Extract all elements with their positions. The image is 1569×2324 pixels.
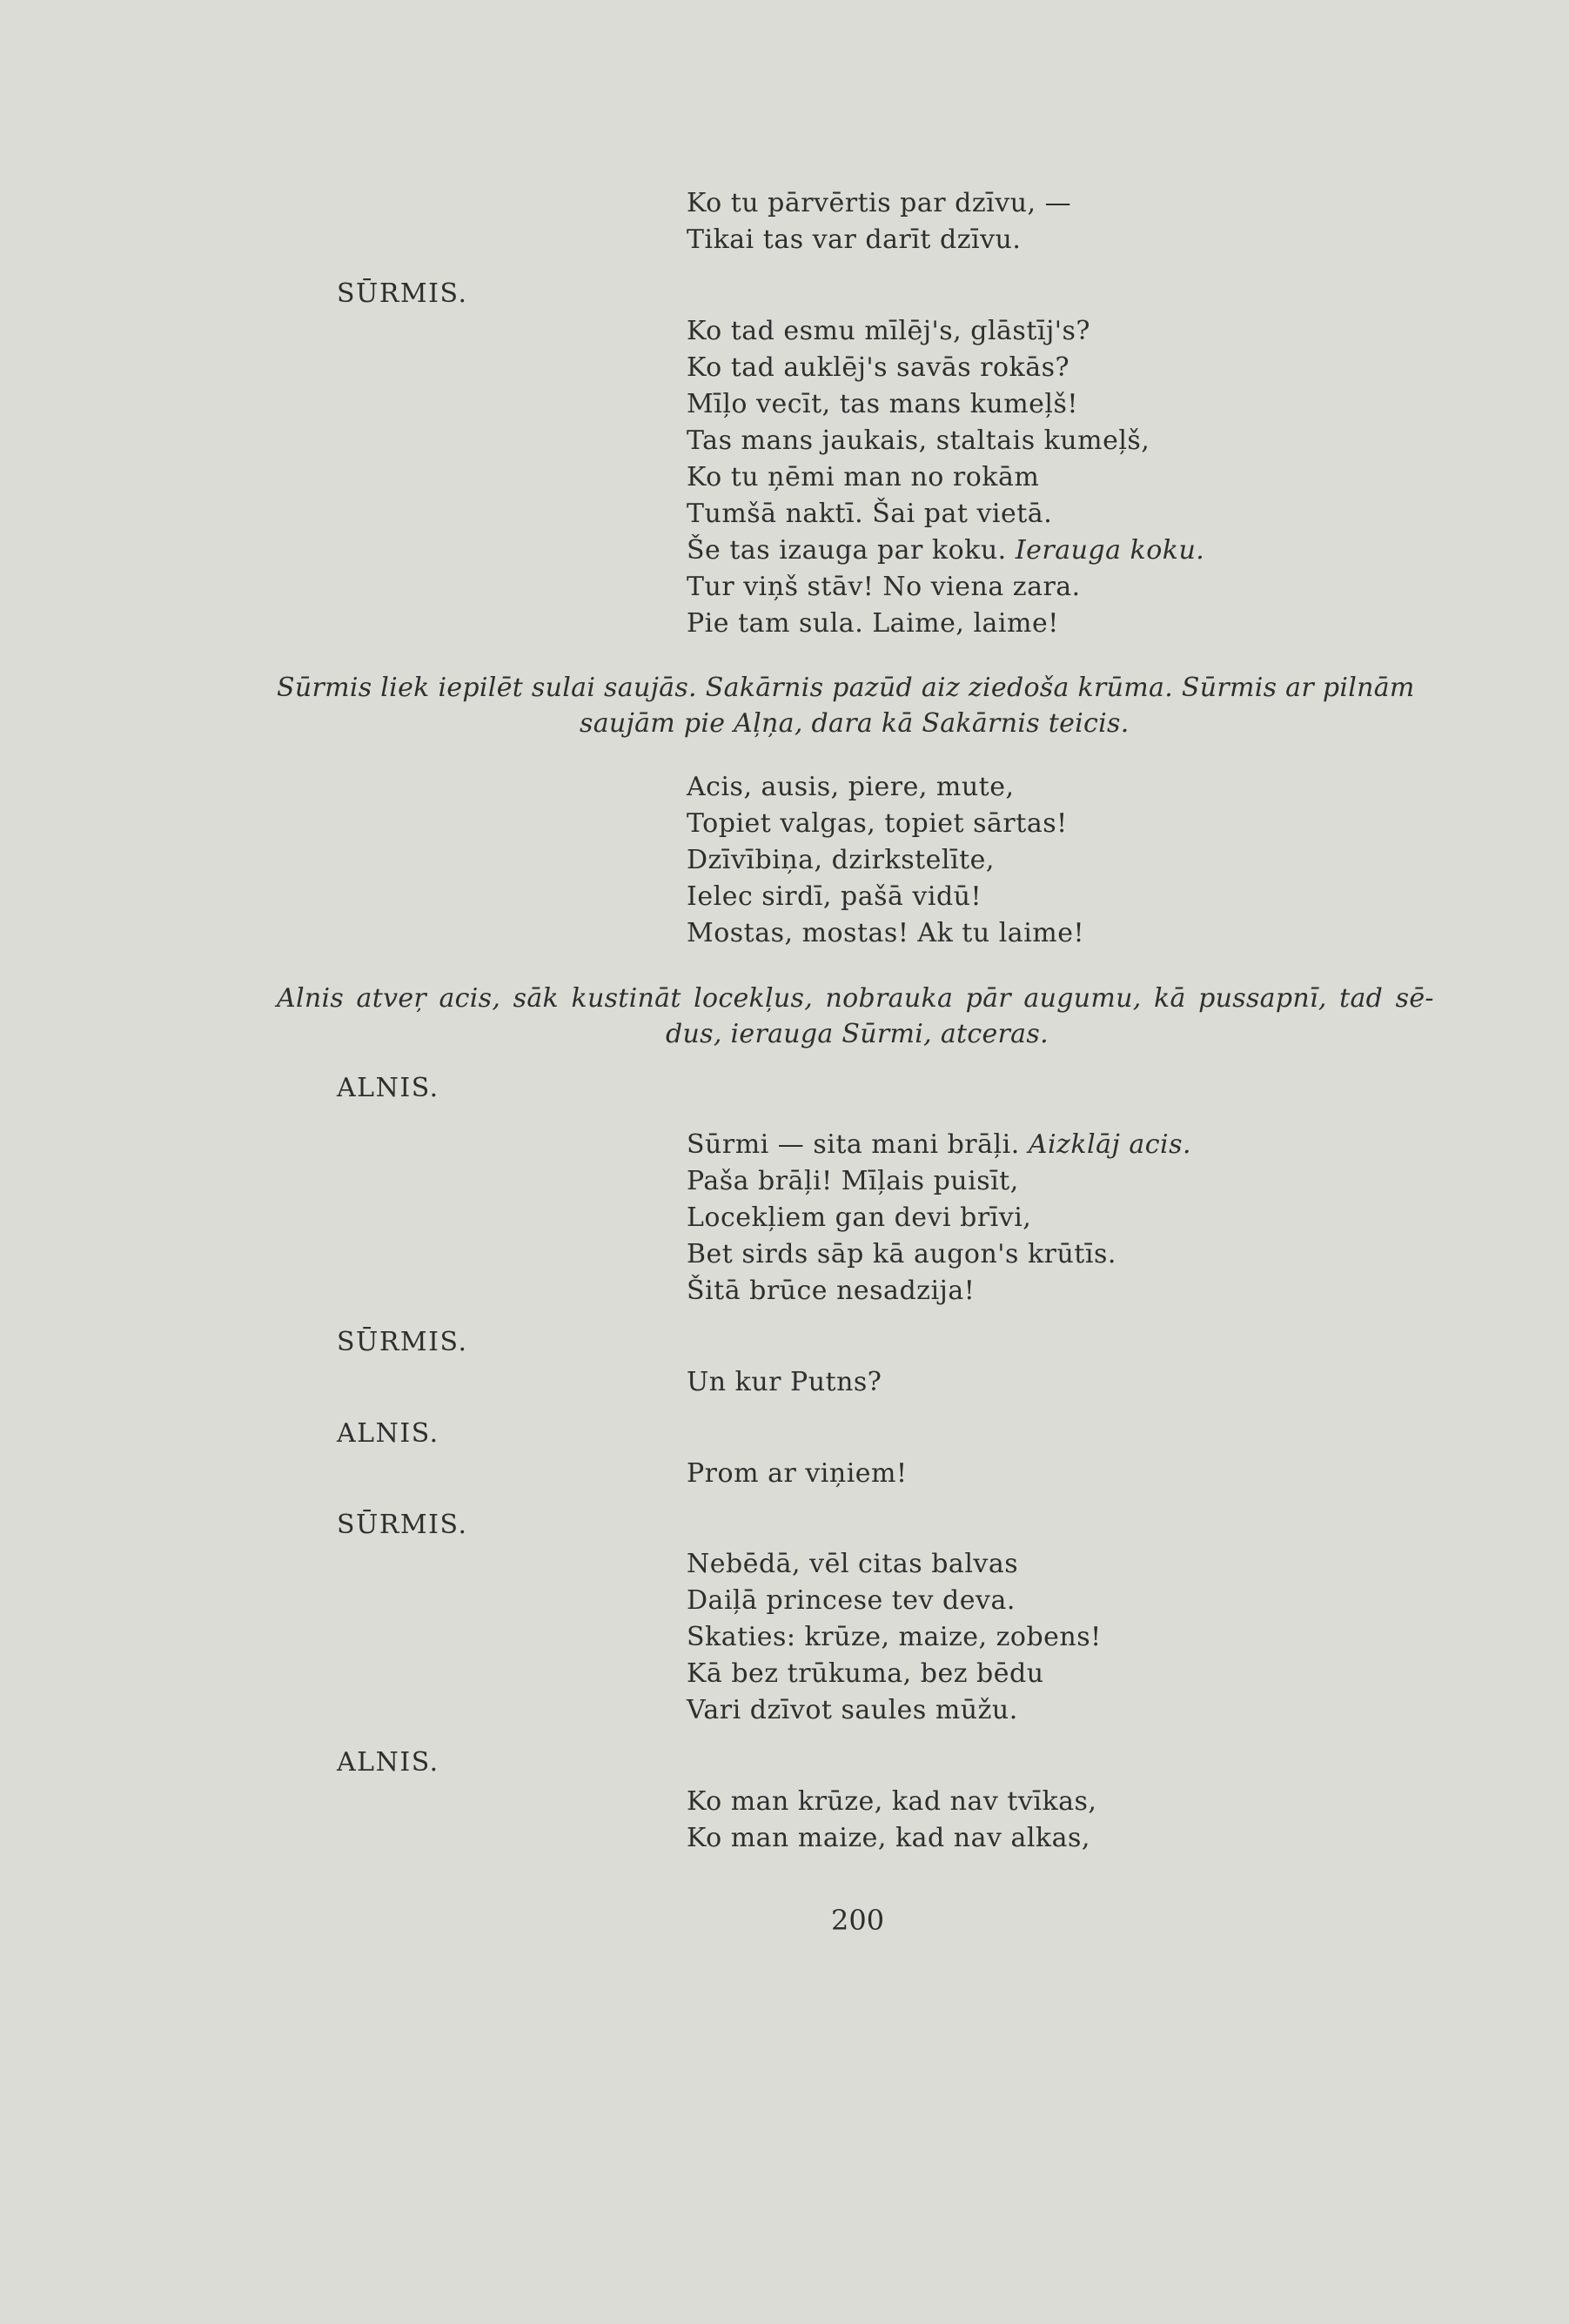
page-number: 200 bbox=[831, 1904, 885, 1937]
verse-line: Un kur Putns? bbox=[687, 1367, 882, 1397]
verse-line: Topiet valgas, topiet sārtas! bbox=[687, 808, 1068, 839]
verse-block-6 bbox=[687, 1456, 908, 1492]
verse-line: Ko tu ņēmi man no rokām bbox=[687, 462, 1040, 492]
verse-line: Tumšā naktī. Šai pat vietā. bbox=[687, 499, 1053, 529]
verse-block-2 bbox=[687, 313, 1204, 642]
word: sāk bbox=[513, 983, 560, 1014]
verse-line: Paša brāļi! Mīļais puisīt, bbox=[687, 1166, 1019, 1196]
verse-line: Pie tam sula. Laime, laime! bbox=[687, 608, 1059, 639]
verse-line: Ko man maize, kad nav alkas, bbox=[687, 1823, 1090, 1853]
speaker-surmis: SŪRMIS. bbox=[337, 1327, 468, 1357]
verse-line: Ielec sirdī, pašā vidū! bbox=[687, 881, 982, 912]
speaker-alnis: ALNIS. bbox=[337, 1418, 439, 1449]
word: pār bbox=[965, 983, 1011, 1014]
verse-line: Tur viņš stāv! No viena zara. bbox=[687, 572, 1081, 602]
speaker-alnis: ALNIS. bbox=[337, 1747, 439, 1778]
verse-block-7 bbox=[687, 1546, 1102, 1729]
verse-line: Tas mans jaukais, staltais kumeļš, bbox=[687, 425, 1150, 456]
verse-line: Mostas, mostas! Ak tu laime! bbox=[687, 918, 1085, 948]
stage-direction-1-line-2: saujām pie Aļņa, dara kā Sakārnis teicis. bbox=[580, 708, 1130, 739]
verse-block-5 bbox=[687, 1364, 882, 1401]
word: kā bbox=[1154, 983, 1186, 1014]
verse-line: Ko tu pārvērtis par dzīvu, — bbox=[687, 188, 1072, 218]
verse-line: Locekļiem gan devi brīvi, bbox=[687, 1202, 1032, 1233]
word: nobrauka bbox=[825, 983, 954, 1014]
verse-block-3 bbox=[687, 769, 1084, 952]
verse-line bbox=[687, 1127, 1191, 1163]
stage-direction-2-line-1 bbox=[277, 983, 1434, 1014]
word: atveŗ bbox=[356, 983, 427, 1014]
verse-line: Bet sirds sāp kā augon's krūtīs. bbox=[687, 1239, 1116, 1269]
speaker-alnis: ALNIS. bbox=[337, 1073, 439, 1103]
verse-line: Mīļo vecīt, tas mans kumeļš! bbox=[687, 389, 1078, 419]
word: acis, bbox=[439, 983, 501, 1014]
word: locekļus, bbox=[694, 983, 814, 1014]
speaker-surmis: SŪRMIS. bbox=[337, 1510, 468, 1540]
verse-line: Acis, ausis, piere, mute, bbox=[687, 772, 1015, 802]
word: tad bbox=[1339, 983, 1384, 1014]
verse-line: Vari dzīvot saules mūžu. bbox=[687, 1695, 1018, 1725]
verse-line: Daiļā princese tev deva. bbox=[687, 1585, 1016, 1616]
word: augumu, bbox=[1023, 983, 1142, 1014]
speaker-surmis: SŪRMIS. bbox=[337, 278, 468, 309]
inline-stage-direction: Aizklāj acis. bbox=[1028, 1129, 1192, 1160]
verse-line: Skaties: krūze, maize, zobens! bbox=[687, 1622, 1102, 1652]
verse-line: Kā bez trūkuma, bez bēdu bbox=[687, 1658, 1044, 1689]
verse-block-8 bbox=[687, 1784, 1096, 1857]
verse-block-1 bbox=[687, 185, 1071, 258]
verse-line bbox=[687, 532, 1204, 569]
word: Alnis bbox=[277, 983, 345, 1014]
verse-line: Šitā brūce nesadzija! bbox=[687, 1276, 976, 1306]
word: pussapnī, bbox=[1198, 983, 1327, 1014]
verse-line: Ko tad esmu mīlēj's, glāstīj's? bbox=[687, 316, 1091, 346]
verse-line: Nebēdā, vēl citas balvas bbox=[687, 1549, 1019, 1579]
verse-line: Ko man krūze, kad nav tvīkas, bbox=[687, 1786, 1097, 1817]
verse-line: Ko tad auklēj's savās rokās? bbox=[687, 352, 1070, 383]
verse-line: Dzīvībiņa, dzirkstelīte, bbox=[687, 845, 995, 875]
stage-direction-1-line-1: Sūrmis liek iepilēt sulai saujās. Sakārnis pazūd aiz ziedoša krūma. Sūrmis ar pilnām bbox=[277, 673, 1415, 703]
stage-direction-2-line-2: dus, ierauga Sūrmi, atceras. bbox=[666, 1019, 1049, 1049]
verse-text: Sūrmi — sita mani brāļi. bbox=[687, 1129, 1020, 1160]
verse-text: Še tas izauga par koku. bbox=[687, 535, 1007, 566]
verse-block-4 bbox=[687, 1127, 1191, 1309]
word: sē- bbox=[1395, 983, 1434, 1014]
verse-line: Prom ar viņiem! bbox=[687, 1458, 908, 1489]
word: kustināt bbox=[571, 983, 681, 1014]
verse-line: Tikai tas var darīt dzīvu. bbox=[687, 224, 1022, 255]
inline-stage-direction: Ierauga koku. bbox=[1015, 535, 1205, 566]
